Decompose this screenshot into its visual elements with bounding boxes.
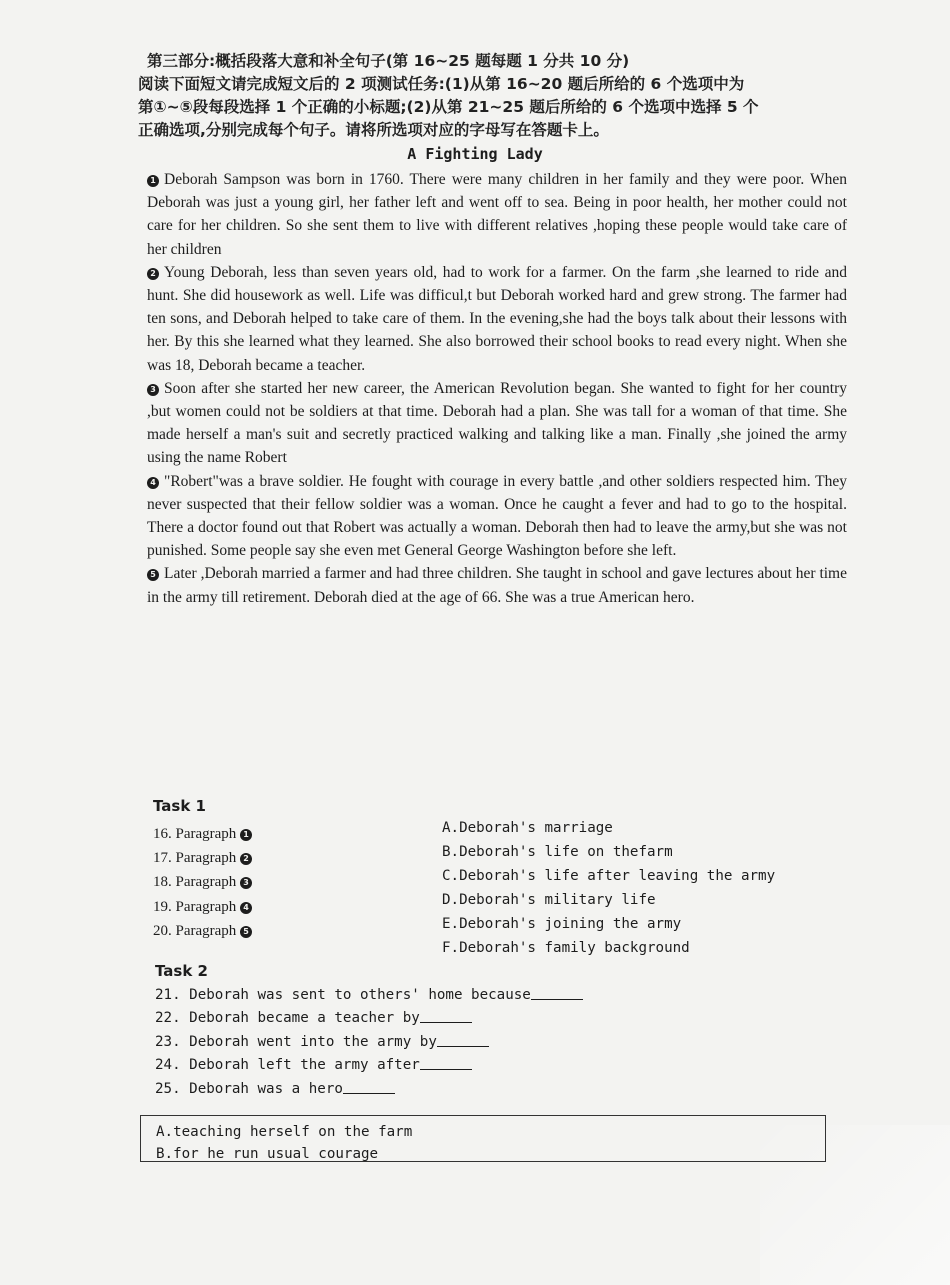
paragraph-text: Later ,Deborah married a farmer and had three children. She taught in school and gave lectures about her time in the army till retirement. Deborah died at the age of 66. She was a true American hero.: [147, 565, 847, 606]
answer-blank: [420, 1069, 472, 1070]
paragraph-number-badge: 2: [147, 268, 159, 280]
paragraph-text: "Robert"was a brave soldier. He fought with courage in every battle ,and other soldiers respected him. They never suspected that their fellow soldier was a woman. Once he caught a fever and had to go to the hospital. There a doctor found out that Robert was actually a woman. Deborah then had to leave the army,but she was not punished. Some people say she even met General George Washington before she left.: [147, 472, 847, 560]
instruction-line-4: 正确选项,分别完成每个句子。请将所选项对应的字母写在答题卡上。: [138, 121, 609, 139]
question-18: 18. Paragraph 3: [153, 870, 257, 894]
question-17: 17. Paragraph 2: [153, 846, 257, 870]
paragraph-text: Young Deborah, less than seven years old, had to work for a farmer. On the farm ,she learned to ride and hunt. She did housework as well. Life was difficul,t but Deborah worked hard and grew strong. The farmer had ten sons, and Deborah helped to take care of them. In the evening,she had the boys talk about their lessons with her. By this she learned what they learned. She also borrowed their school books to read every night. When she was 18, Deborah became a teacher.: [147, 263, 847, 374]
answer-blank: [420, 1022, 472, 1023]
question-25: 25. Deborah was a hero: [155, 1078, 583, 1101]
paragraph-number-badge: 4: [147, 477, 159, 489]
option-d: D.Deborah's military life: [442, 892, 656, 908]
question-24: 24. Deborah left the army after: [155, 1054, 583, 1077]
paragraph-number-badge: 3: [147, 384, 159, 396]
paragraph-number-badge: 5: [240, 926, 252, 938]
answer-blank: [531, 999, 583, 1000]
paragraph-4: [147, 470, 847, 563]
answer-blank: [343, 1093, 395, 1094]
task2-option-a: A.teaching herself on the farm: [156, 1124, 413, 1140]
answer-blank: [437, 1046, 489, 1047]
task2-option-b: B.for he run usual courage: [156, 1145, 379, 1162]
paragraph-text: Deborah Sampson was born in 1760. There were many children in her family and they were poor. When Deborah was just a young girl, her father left and went off to sea. Being in poor health, her mother could not care for her children. So she sent them to live with different relatives ,hoping these people would take care of her children: [147, 171, 847, 258]
paragraph-3: [147, 377, 847, 470]
task2-options-box: [140, 1115, 826, 1162]
paragraph-number-badge: 2: [240, 853, 252, 865]
option-a: A.Deborah's marriage: [442, 820, 613, 836]
question-23: 23. Deborah went into the army by: [155, 1031, 583, 1054]
paragraph-number-badge: 1: [240, 829, 252, 841]
option-b: B.Deborah's life on thefarm: [442, 844, 673, 860]
task2-label: Task 2: [155, 962, 208, 980]
instruction-line-1: 第三部分:概括段落大意和补全句子(第 16~25 题每题 1 分共 10 分): [147, 52, 630, 70]
task1-label: Task 1: [153, 797, 206, 815]
question-19: 19. Paragraph 4: [153, 895, 257, 919]
option-e: E.Deborah's joining the army: [442, 916, 682, 932]
option-f: F.Deborah's family background: [442, 940, 690, 956]
paragraph-number-badge: 3: [240, 877, 252, 889]
paragraph-text: Soon after she started her new career, the American Revolution began. She wanted to fight for her country ,but women could not be soldiers at that time. Deborah had a plan. She was tall for a woman of that time. She made herself a man's suit and secretly practiced walking and talking like a man. Finally ,she joined the army using the name Robert: [147, 379, 847, 467]
paragraph-1: [147, 168, 847, 261]
paragraph-5: [147, 562, 847, 608]
passage-title: A Fighting Lady: [407, 145, 543, 163]
paragraph-number-badge: 5: [147, 569, 159, 581]
instruction-line-2: 阅读下面短文请完成短文后的 2 项测试任务:(1)从第 16~20 题后所给的 6 个选项中为: [138, 75, 745, 93]
paragraph-number-badge: 1: [147, 175, 159, 187]
option-c: C.Deborah's life after leaving the army: [442, 868, 776, 884]
question-16: 16. Paragraph 1: [153, 822, 257, 846]
paragraph-number-badge: 4: [240, 902, 252, 914]
question-21: 21. Deborah was sent to others' home because: [155, 984, 583, 1007]
question-22: 22. Deborah became a teacher by: [155, 1007, 583, 1030]
task1-options: [442, 816, 775, 960]
passage: [147, 168, 847, 609]
task2-questions: [155, 984, 583, 1101]
question-20: 20. Paragraph 5: [153, 919, 257, 943]
instruction-line-3: 第①~⑤段每段选择 1 个正确的小标题;(2)从第 21~25 题后所给的 6 个选项中选择 5 个: [138, 98, 759, 116]
section-instructions: [138, 50, 838, 142]
task1-questions: [153, 822, 257, 943]
paragraph-2: [147, 261, 847, 377]
